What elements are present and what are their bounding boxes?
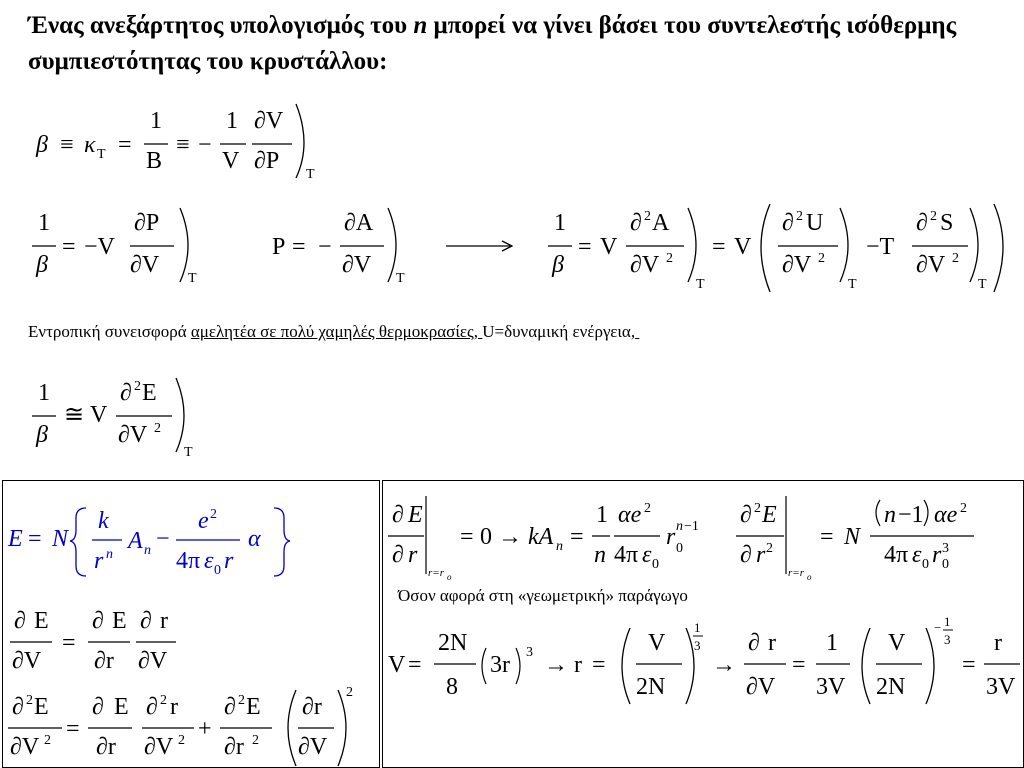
svg-text:∂: ∂	[748, 630, 760, 656]
svg-text:2N: 2N	[636, 674, 666, 700]
svg-text:n: n	[676, 519, 683, 534]
svg-text:E: E	[762, 502, 777, 528]
svg-text:αe: αe	[618, 502, 642, 528]
svg-text:2: 2	[252, 733, 259, 748]
svg-text:n: n	[884, 502, 896, 528]
svg-text:o: o	[447, 572, 452, 582]
svg-text:o: o	[807, 572, 812, 582]
svg-text:r: r	[94, 548, 104, 574]
svg-text:4π: 4π	[614, 542, 639, 568]
svg-text:V: V	[888, 630, 906, 656]
svg-text:=: =	[712, 234, 726, 260]
svg-text:V: V	[648, 630, 666, 656]
svg-text:V: V	[600, 234, 618, 260]
svg-text:∂: ∂	[630, 210, 642, 236]
svg-text:A: A	[652, 210, 670, 236]
svg-text:→: →	[498, 524, 522, 550]
svg-text:−T: −T	[866, 234, 895, 260]
svg-text:→: →	[544, 652, 568, 678]
svg-text:β: β	[36, 422, 48, 448]
svg-text:3: 3	[694, 638, 701, 653]
svg-text:N: N	[52, 526, 69, 552]
svg-text:−: −	[198, 132, 212, 158]
svg-text:k: k	[98, 508, 109, 534]
svg-text:=: =	[820, 524, 834, 550]
svg-text:T: T	[848, 277, 857, 292]
svg-text:∂V: ∂V	[298, 734, 328, 760]
svg-text:T: T	[978, 277, 987, 292]
svg-text:2: 2	[960, 501, 967, 516]
svg-text:1: 1	[226, 108, 238, 134]
svg-text:→: →	[712, 652, 736, 678]
svg-text:E: E	[142, 380, 157, 406]
arrow-icon	[446, 241, 512, 251]
svg-text:α: α	[248, 526, 261, 552]
svg-text:β: β	[36, 252, 48, 278]
svg-text:3: 3	[526, 645, 533, 660]
svg-text:3: 3	[942, 541, 949, 556]
svg-text:∂V: ∂V	[118, 422, 148, 448]
svg-text:2: 2	[134, 379, 141, 394]
svg-text:∂: ∂	[92, 608, 104, 634]
svg-text:E: E	[246, 694, 261, 720]
svg-text:E: E	[112, 608, 127, 634]
svg-text:∂: ∂	[782, 210, 794, 236]
svg-text:r: r	[932, 542, 942, 568]
svg-text:∂: ∂	[916, 210, 928, 236]
svg-text:∂V: ∂V	[916, 252, 946, 278]
svg-text:2: 2	[238, 693, 245, 708]
svg-text:e: e	[198, 508, 209, 534]
svg-text:∂: ∂	[740, 502, 752, 528]
svg-text:1: 1	[554, 210, 566, 236]
equation-inverse-beta-energy	[32, 378, 193, 460]
svg-text:β: β	[36, 132, 48, 158]
svg-text:2: 2	[346, 685, 353, 700]
svg-text:r: r	[756, 542, 766, 568]
svg-text:2: 2	[644, 209, 651, 224]
svg-text:ε: ε	[204, 548, 214, 574]
svg-text:r: r	[160, 608, 168, 634]
svg-text:=: =	[570, 524, 584, 550]
svg-text:∂: ∂	[14, 608, 26, 634]
svg-text:∂V: ∂V	[746, 674, 776, 700]
equation-pressure	[272, 208, 405, 286]
svg-text:E: E	[34, 608, 49, 634]
svg-text:2N: 2N	[438, 630, 468, 656]
svg-text:2: 2	[644, 501, 651, 516]
svg-text:=: =	[118, 132, 132, 158]
svg-text:T: T	[696, 277, 705, 292]
svg-text:∂V: ∂V	[10, 734, 40, 760]
svg-text:∂r: ∂r	[302, 694, 322, 720]
right-panel	[382, 480, 1024, 768]
svg-text:S: S	[940, 210, 954, 236]
svg-text:2N: 2N	[876, 674, 906, 700]
svg-text:2: 2	[160, 693, 167, 708]
svg-text:0: 0	[652, 557, 659, 572]
svg-text:E: E	[408, 502, 423, 528]
svg-text:1: 1	[944, 614, 951, 629]
svg-text:αe: αe	[934, 502, 958, 528]
svg-text:∂P: ∂P	[134, 210, 160, 236]
svg-text:=: =	[460, 524, 474, 550]
svg-text:3: 3	[944, 632, 951, 647]
equation-inverse-beta-free-energy	[548, 204, 1003, 292]
svg-text:=: =	[62, 630, 76, 656]
svg-text:=: =	[292, 234, 306, 260]
svg-text:0: 0	[480, 524, 492, 550]
svg-text:2: 2	[754, 501, 761, 516]
svg-text:n: n	[594, 542, 606, 568]
svg-text:T: T	[306, 167, 315, 182]
svg-text:∂V: ∂V	[130, 252, 160, 278]
svg-text:0: 0	[214, 563, 221, 578]
svg-text:1: 1	[38, 380, 50, 406]
svg-text:2: 2	[26, 693, 33, 708]
svg-text:r: r	[768, 630, 776, 656]
svg-text:0: 0	[942, 557, 949, 572]
svg-text:r: r	[574, 652, 582, 678]
svg-text:V: V	[388, 652, 406, 678]
svg-text:r: r	[408, 542, 418, 568]
svg-text:1: 1	[38, 210, 50, 236]
svg-text:2: 2	[154, 421, 161, 436]
svg-text:∂V: ∂V	[138, 648, 168, 674]
svg-text:=: =	[592, 652, 606, 678]
svg-text:n: n	[144, 543, 151, 558]
svg-text:∂r: ∂r	[224, 734, 244, 760]
svg-text:r: r	[666, 524, 676, 550]
svg-text:2: 2	[666, 251, 673, 266]
svg-text:∂: ∂	[120, 380, 132, 406]
svg-text:=: =	[28, 526, 42, 552]
svg-text:T: T	[396, 271, 405, 286]
svg-text:∂V: ∂V	[12, 648, 42, 674]
svg-text:∂P: ∂P	[254, 148, 280, 174]
svg-text:−: −	[156, 526, 170, 552]
svg-text:n: n	[106, 547, 113, 562]
svg-text:A: A	[128, 528, 143, 554]
svg-text:=: =	[578, 234, 592, 260]
svg-text:∂V: ∂V	[254, 108, 284, 134]
left-panel	[2, 480, 380, 768]
svg-text:≅: ≅	[64, 402, 85, 428]
svg-text:8: 8	[446, 674, 458, 700]
svg-text:2: 2	[796, 209, 803, 224]
svg-text:+: +	[198, 716, 212, 742]
svg-text:4π: 4π	[176, 548, 201, 574]
svg-text:E: E	[114, 694, 129, 720]
svg-text:=: =	[66, 716, 80, 742]
svg-text:2: 2	[178, 733, 185, 748]
equation-compressibility	[35, 104, 315, 182]
svg-text:V: V	[734, 234, 752, 260]
svg-text:−1: −1	[898, 502, 924, 528]
svg-text:∂: ∂	[392, 502, 404, 528]
svg-text:r: r	[170, 694, 178, 720]
svg-text:∂r: ∂r	[96, 734, 116, 760]
svg-text:−V: −V	[84, 234, 115, 260]
svg-text:∂V: ∂V	[630, 252, 660, 278]
svg-text:1: 1	[694, 620, 701, 635]
svg-text:≡: ≡	[60, 132, 74, 158]
svg-text:=: =	[62, 234, 76, 260]
svg-text:4π: 4π	[884, 542, 909, 568]
svg-text:∂: ∂	[740, 542, 752, 568]
svg-text:∂A: ∂A	[344, 210, 374, 236]
svg-text:r: r	[994, 630, 1002, 656]
svg-text:r=r: r=r	[428, 567, 444, 579]
svg-text:T: T	[188, 271, 197, 286]
svg-text:κ: κ	[84, 132, 96, 158]
svg-text:U: U	[806, 210, 824, 236]
svg-text:=: =	[962, 652, 976, 678]
svg-text:2: 2	[44, 733, 51, 748]
slide-title: Ένας ανεξάρτητος υπολογισμός του n μπορεί να γίνει βάσει του συντελεστής ισόθερμης συμπιεστότητας του κρυστάλλου:	[28, 12, 957, 75]
svg-text:N: N	[844, 524, 861, 550]
svg-text:∂r: ∂r	[94, 648, 114, 674]
svg-text:3V: 3V	[986, 674, 1016, 700]
svg-text:∂: ∂	[12, 694, 24, 720]
svg-text:2: 2	[818, 251, 825, 266]
svg-text:=: =	[792, 652, 806, 678]
svg-text:3V: 3V	[816, 674, 846, 700]
svg-text:E: E	[34, 694, 49, 720]
svg-text:∂V: ∂V	[144, 734, 174, 760]
svg-text:∂: ∂	[392, 542, 404, 568]
svg-text:−: −	[318, 234, 332, 260]
svg-text:∂V: ∂V	[782, 252, 812, 278]
svg-text:≡: ≡	[176, 132, 190, 158]
svg-text:r: r	[224, 548, 234, 574]
svg-text:2: 2	[930, 209, 937, 224]
svg-text:−1: −1	[684, 519, 699, 534]
svg-text:−: −	[934, 620, 942, 635]
svg-text:T: T	[97, 147, 106, 162]
svg-text:P: P	[272, 234, 286, 260]
svg-text:∂V: ∂V	[342, 252, 372, 278]
svg-text:2: 2	[952, 251, 959, 266]
svg-text:r=r: r=r	[788, 567, 804, 579]
svg-text:E: E	[8, 526, 23, 552]
note-line: Εντροπική συνεισφορά αμελητέα σε πολύ χαμηλές θερμοκρασίες, U=δυναμική ενέργεια,	[28, 322, 636, 341]
svg-text:3r: 3r	[490, 652, 510, 678]
svg-text:2: 2	[210, 507, 217, 522]
svg-text:2: 2	[766, 541, 773, 556]
svg-text:V: V	[222, 148, 240, 174]
svg-text:ε: ε	[912, 542, 922, 568]
svg-text:=: =	[408, 652, 422, 678]
equation-inverse-beta-pressure	[32, 208, 197, 286]
svg-text:∂: ∂	[92, 694, 104, 720]
svg-text:∂: ∂	[224, 694, 236, 720]
svg-text:0: 0	[676, 541, 683, 556]
svg-text:T: T	[184, 445, 193, 460]
geometric-derivative-note: Όσον αφορά στη «γεωμετρική» παράγωγο	[398, 586, 688, 605]
svg-text:∂: ∂	[140, 608, 152, 634]
svg-text:n: n	[556, 539, 563, 554]
svg-text:β: β	[552, 252, 564, 278]
svg-text:kA: kA	[528, 524, 554, 550]
svg-text:V: V	[90, 402, 108, 428]
svg-text:1: 1	[150, 108, 162, 134]
svg-text:ε: ε	[642, 542, 652, 568]
svg-text:B: B	[146, 148, 163, 174]
svg-text:0: 0	[922, 557, 929, 572]
svg-text:1: 1	[826, 630, 838, 656]
svg-text:1: 1	[596, 502, 608, 528]
svg-text:∂: ∂	[146, 694, 158, 720]
